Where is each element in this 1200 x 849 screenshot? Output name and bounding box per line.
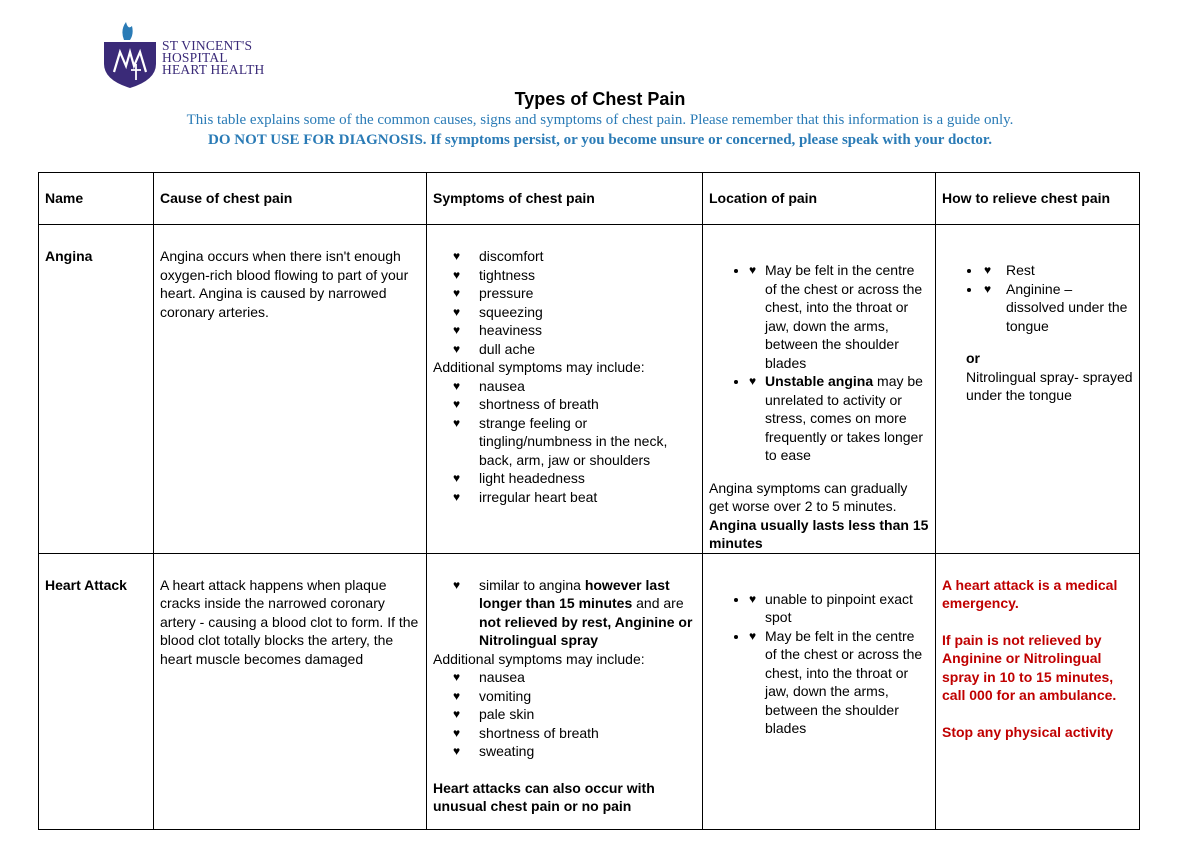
spacer [942,705,1133,723]
angina-additional-list [433,377,696,507]
logo-line-1: ST VINCENT'S [162,38,253,53]
angina-symptom-list [433,247,696,358]
logo-crest-icon [100,20,160,90]
angina-symptoms [427,225,703,554]
list-item: ♥ strange feeling or tingling/numbness in the neck, back, arm, jaw or shoulders [433,414,696,470]
list-item: ♥ discomfort [433,247,696,266]
symptom-text: however last longer than 15 minutes [479,576,670,611]
symptom-text: and are [632,595,684,611]
list-item [749,372,929,465]
angina-duration-note: Angina usually lasts less than 15 minutes [709,516,929,551]
relieve-or: or [966,350,980,366]
list-item: ♥ irregular heart beat [433,488,696,507]
attack-additional-list [433,668,696,761]
header-name: Name [39,173,154,225]
list-item: ♥ nausea [433,668,696,687]
attack-additional-label: Additional symptoms may include: [433,650,645,667]
list-item: ♥ • Rest [982,261,1133,280]
attack-symptom-list [433,576,696,650]
angina-name: Angina [39,225,154,554]
header-location: Location of pain [703,173,936,225]
attack-call-000: If pain is not relieved by Anginine or Nitrolingual spray in 10 to 15 minutes, call 000 for an ambulance. [942,631,1117,703]
list-item: ♥ tightness [433,266,696,285]
relieve-nitro: Nitrolingual spray- sprayed under the tongue [966,368,1133,403]
list-item: ♥ light headedness [433,469,696,488]
list-item: ♥ nausea [433,377,696,396]
attack-cause: A heart attack happens when plaque cracks inside the narrowed coronary artery - causing a blood clot to form. If the blood clot totally blocks the artery, the heart muscle becomes damaged [154,553,427,829]
angina-location-note: Angina symptoms can gradually get worse over 2 to 5 minutes. [709,479,908,514]
symptom-text: not relieved by rest, Anginine or Nitrolingual spray [479,613,693,648]
attack-symptoms [427,553,703,829]
diagnosis-warning: DO NOT USE FOR DIAGNOSIS. If symptoms persist, or you become unsure or concerned, please speak with your doctor. [208,132,992,148]
list-item: ♥ dull ache [433,340,696,359]
logo-line-2: HOSPITAL [162,50,228,65]
list-item: ♥ shortness of breath [433,395,696,414]
hospital-logo [100,20,270,90]
table-row-angina [39,225,1140,554]
attack-stop-activity: Stop any physical activity [942,723,1114,740]
logo-line-3: HEART HEALTH [162,62,265,77]
list-item: ♥ • May be felt in the centre of the chest or across the chest, into the throat or jaw, down the arms, between the shoulder blades [749,261,929,372]
header-cause: Cause of chest pain [154,173,427,225]
list-item: ♥ pale skin [433,705,696,724]
attack-name: Heart Attack [39,553,154,829]
header-symptoms: Symptoms of chest pain [427,173,703,225]
spacer [433,761,696,779]
angina-cause: Angina occurs when there isn't enough oxygen-rich blood flowing to part of your heart. Angina is caused by narrowed coronary arteries. [154,225,427,554]
chest-pain-table [38,172,1140,830]
symptom-text: similar to angina [479,576,585,593]
angina-relieve [936,225,1140,554]
list-item: ♥ sweating [433,742,696,761]
list-item: ♥ • May be felt in the centre of the chest or across the chest, into the throat or jaw, down the arms, between the shoulder blades [749,627,929,738]
spacer [942,613,1133,631]
attack-location [703,553,936,829]
unstable-angina-label: Unstable angina [765,373,874,389]
attack-note: Heart attacks can also occur with unusual chest pain or no pain [433,779,655,814]
page-title: Types of Chest Pain [514,89,686,109]
list-item: ♥ • unable to pinpoint exact spot [749,590,929,627]
list-item: ♥ • Anginine – dissolved under the tongue [982,280,1133,336]
angina-additional-label: Additional symptoms may include: [433,359,645,375]
list-item: ♥ pressure [433,284,696,303]
angina-location [703,225,936,554]
table-row-heart-attack [39,553,1140,829]
table-header-row [39,173,1140,225]
list-item: ♥ shortness of breath [433,724,696,743]
angina-relieve-list [942,261,1133,335]
logo-text [162,40,264,76]
list-item [433,576,696,650]
list-item: ♥ vomiting [433,687,696,706]
header-relieve: How to relieve chest pain [936,173,1140,225]
list-item: ♥ heaviness [433,321,696,340]
attack-emergency: A heart attack is a medical emergency. [942,576,1118,611]
unstable-angina-text: may be unrelated to activity or stress, comes on more frequently or takes longer to ease [765,373,923,463]
attack-relieve [936,553,1140,829]
angina-location-list [709,261,929,465]
attack-location-list [709,590,929,738]
page-subtitle: This table explains some of the common causes, signs and symptoms of chest pain. Please remember that this information is a guide only. [186,112,1014,128]
list-item: ♥ squeezing [433,303,696,322]
